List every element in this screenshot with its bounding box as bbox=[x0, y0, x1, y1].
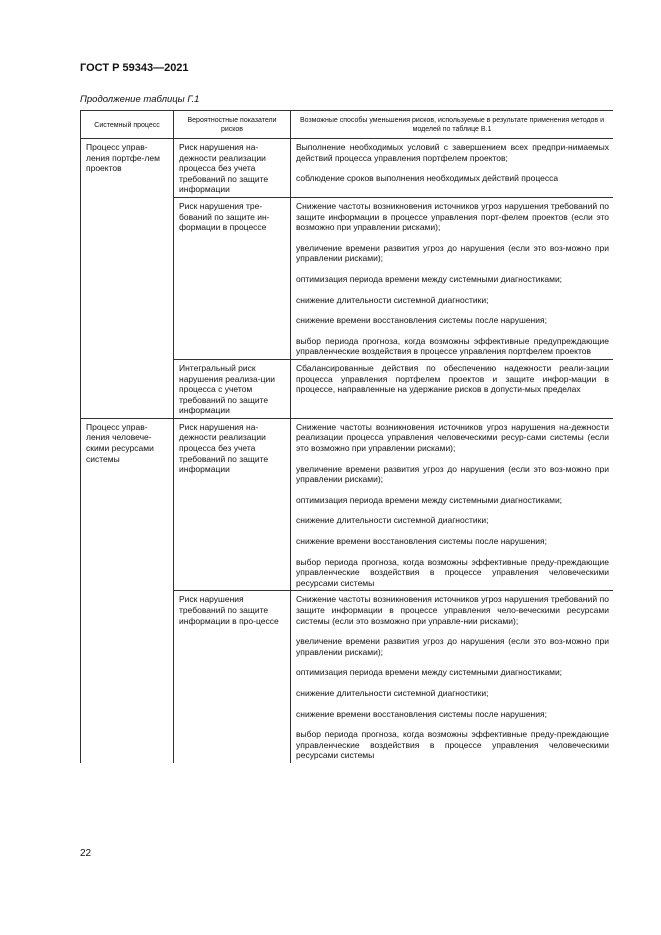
indicator-cell bbox=[174, 591, 291, 763]
method-item: соблюдение сроков выполнения необходимых действий процесса bbox=[296, 173, 559, 184]
table-caption: Продолжение таблицы Г.1 bbox=[80, 94, 200, 105]
method-item: снижение длительности системной диагностики; bbox=[296, 294, 489, 305]
method-item: выбор периода прогноза, когда возможны эффективные предупреждающие управленческие воздействия в процессе управления портфелем проектов bbox=[296, 335, 609, 357]
method-item: Снижение частоты возникновения источников угроз нарушения требований по защите информации в процессе управления порт-фелем проектов (если это возможно при управлении рисками); bbox=[296, 200, 609, 233]
indicator-text: Интегральный риск нарушения реализа-ции процесса с учетом требований по защите информации bbox=[179, 362, 275, 416]
table-container bbox=[80, 110, 613, 820]
methods-cell bbox=[291, 197, 614, 359]
method-item: Сбалансированные действия по обеспечению надежности реали-зации процесса управления портфелем проектов и защите инфор-мации в процессе, направленные на удержание рисков в допусти-мых пределах bbox=[296, 362, 609, 395]
indicator-text: Риск нарушения тре-бований по защите ин-формации в процессе bbox=[179, 200, 270, 233]
method-item: выбор периода прогноза, когда возможны эффективные преду-преждающие управленческие воздействия в процессе управления человеческими ресурсами системы bbox=[296, 729, 609, 761]
process-name: Процесс управ-ления портфе-лем проектов bbox=[86, 142, 160, 174]
method-item: снижение длительности системной диагностики; bbox=[296, 515, 489, 526]
table-header-row bbox=[81, 111, 614, 139]
indicator-cell bbox=[174, 139, 291, 198]
indicator-text: Риск нарушения на-дежности реализации процесса без учета требований по защите информации bbox=[179, 421, 269, 475]
column-header-process: Системный процесс bbox=[81, 111, 174, 139]
method-item: оптимизация периода времени между системными диагностиками; bbox=[296, 494, 563, 505]
method-item: снижение длительности системной диагностики; bbox=[296, 687, 489, 698]
method-item: выбор периода прогноза, когда возможны эффективные преду-преждающие управленческие воздействия в процессе управления человеческими ресурсами системы bbox=[296, 556, 609, 588]
risk-table bbox=[80, 110, 613, 763]
method-item: снижение времени восстановления системы после нарушения; bbox=[296, 315, 547, 326]
method-item: оптимизация периода времени между системными диагностиками; bbox=[296, 667, 563, 678]
page-number: 22 bbox=[80, 848, 92, 859]
method-item: Снижение частоты возникновения источников угроз нарушения требований по защите информации в процессе управления чело-веческими ресурсами системы (если это возможно при управле-нии рисками); bbox=[296, 594, 609, 626]
column-header-indicator: Вероятностные показатели рисков bbox=[174, 111, 291, 139]
process-cell bbox=[81, 418, 174, 763]
column-header-methods: Возможные способы уменьшения рисков, используемые в результате применения методов и моделей по таблице В.1 bbox=[291, 111, 614, 139]
method-item: увеличение времени развития угроз до нарушения (если это воз-можно при управлении рисками); bbox=[296, 636, 609, 657]
method-item: снижение времени восстановления системы после нарушения; bbox=[296, 536, 547, 547]
methods-cell bbox=[291, 418, 614, 591]
methods-cell bbox=[291, 591, 614, 763]
process-name: Процесс управ-ления человече-скими ресурсами системы bbox=[86, 421, 154, 464]
method-item: Снижение частоты возникновения источников угроз нарушения на-дежности реализации процесса управления человеческими ресур-сами системы (если это возможно при управлении рисками); bbox=[296, 421, 609, 454]
method-item: увеличение времени развития угроз до нарушения (если это воз-можно при управлении рисками); bbox=[296, 242, 609, 264]
table-row bbox=[81, 418, 614, 591]
process-cell bbox=[81, 139, 174, 419]
method-item: снижение времени восстановления системы после нарушения; bbox=[296, 708, 547, 719]
method-item: Выполнение необходимых условий с завершением всех предпри-нимаемых действий процесса управления портфелем проектов; bbox=[296, 142, 609, 163]
indicator-text: Риск нарушения требований по защите информации в про-цессе bbox=[179, 594, 279, 626]
indicator-cell bbox=[174, 197, 291, 359]
method-item: увеличение времени развития угроз до нарушения (если это воз-можно при управлении рисками); bbox=[296, 463, 609, 485]
methods-cell bbox=[291, 139, 614, 198]
document-code: ГОСТ Р 59343—2021 bbox=[80, 62, 189, 74]
indicator-cell bbox=[174, 418, 291, 591]
indicator-text: Риск нарушения на-дежности реализации процесса без учета требований по защите информации bbox=[179, 142, 269, 195]
table-row bbox=[81, 139, 614, 198]
indicator-cell bbox=[174, 359, 291, 418]
method-item: оптимизация периода времени между системными диагностиками; bbox=[296, 273, 563, 284]
methods-cell bbox=[291, 359, 614, 418]
